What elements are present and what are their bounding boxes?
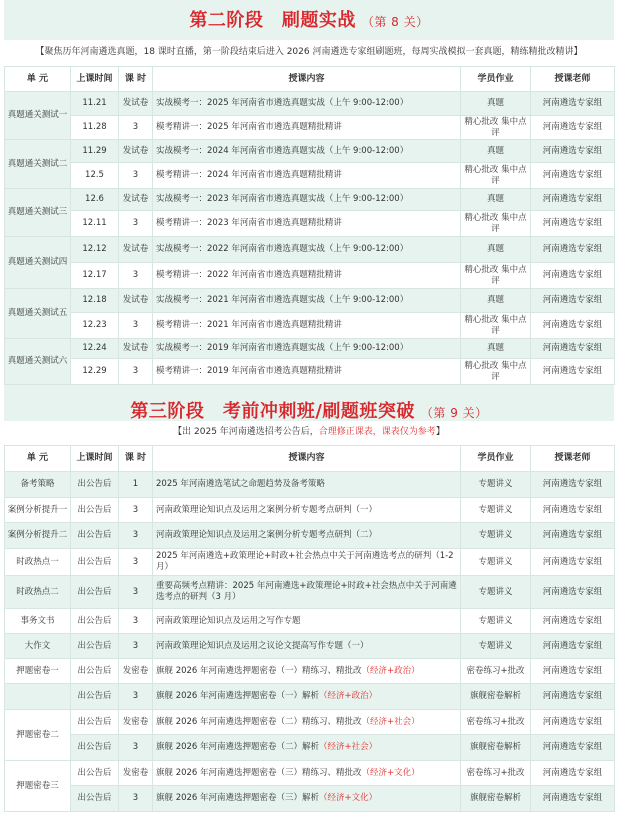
- homework-cell: 专题讲义: [461, 498, 531, 523]
- content-text: 河南政策理论知识点及运用之议论文提高写作专题（一）: [156, 640, 369, 651]
- hours-cell: 3: [119, 313, 153, 339]
- unit-cell: 备考策略: [5, 472, 71, 498]
- table-row: [5, 472, 615, 498]
- unit-cell: 真题通关测试六: [5, 339, 71, 385]
- teacher-cell: 河南遴选专家组: [531, 211, 615, 237]
- content-subject-tag: （经济+社会）: [361, 716, 420, 727]
- teacher-cell: 河南遴选专家组: [531, 339, 615, 359]
- homework-cell: 专题讲义: [461, 549, 531, 576]
- unit-cell: 事务文书: [5, 609, 71, 634]
- header-hours: 课 时: [119, 67, 153, 92]
- unit-cell: 真题通关测试一: [5, 92, 71, 140]
- unit-cell: 真题通关测试四: [5, 237, 71, 289]
- content-subject-tag: （经济+政治）: [361, 665, 420, 676]
- date-cell: 出公告后: [71, 498, 119, 523]
- date-cell: 12.29: [71, 359, 119, 385]
- teacher-cell: 河南遴选专家组: [531, 189, 615, 211]
- header-hours: 课 时: [119, 446, 153, 472]
- table-row: [5, 684, 615, 710]
- hours-cell: 3: [119, 263, 153, 289]
- homework-cell: 旗舰密卷解析: [461, 735, 531, 761]
- homework-cell: 旗舰密卷解析: [461, 786, 531, 812]
- stage3-note: [4, 421, 614, 445]
- date-cell: 12.23: [71, 313, 119, 339]
- content-cell: 实战模考一：2025 年河南省市遴选真题实战（上午 9:00-12:00）: [153, 92, 461, 116]
- table-row: [5, 710, 615, 735]
- table-row: [5, 263, 615, 289]
- date-cell: 出公告后: [71, 634, 119, 659]
- hours-cell: 发试卷: [119, 237, 153, 263]
- content-cell: 模考精讲一：2025 年河南省市遴选真题精批精讲: [153, 116, 461, 140]
- header-content: 授课内容: [153, 67, 461, 92]
- table-row: [5, 163, 615, 189]
- content-cell: [153, 576, 461, 609]
- hours-cell: 3: [119, 498, 153, 523]
- table-row: [5, 576, 615, 609]
- header-time: 上课时间: [71, 67, 119, 92]
- teacher-cell: 河南遴选专家组: [531, 359, 615, 385]
- date-cell: 出公告后: [71, 684, 119, 710]
- hours-cell: 发试卷: [119, 92, 153, 116]
- teacher-cell: 河南遴选专家组: [531, 576, 615, 609]
- content-text: 旗舰 2026 年河南遴选押题密卷（二）解析: [156, 742, 320, 752]
- hours-cell: 1: [119, 472, 153, 498]
- unit-cell: 押题密卷一: [5, 659, 71, 684]
- header-homework: 学员作业: [461, 67, 531, 92]
- teacher-cell: 河南遴选专家组: [531, 609, 615, 634]
- header-teacher: 授课老师: [531, 67, 615, 92]
- homework-cell: 专题讲义: [461, 634, 531, 659]
- stage2-level: （第 8 关）: [361, 15, 429, 29]
- content-text: 2025 年河南遴选笔试之命题趋势及备考策略: [156, 479, 325, 489]
- content-cell: 模考精讲一：2024 年河南省市遴选真题精批精讲: [153, 163, 461, 189]
- unit-cell: [5, 684, 71, 710]
- content-cell: 模考精讲一：2019 年河南省市遴选真题精批精讲: [153, 359, 461, 385]
- date-cell: 11.21: [71, 92, 119, 116]
- stage3-note-red: 合理修正课表，课表仅为参考: [318, 427, 436, 437]
- date-cell: 出公告后: [71, 659, 119, 684]
- hours-cell: 3: [119, 735, 153, 761]
- homework-cell: 精心批改 集中点评: [461, 263, 531, 289]
- stage3-table: [4, 445, 615, 812]
- content-subject-tag: （经济+文化）: [361, 767, 420, 778]
- homework-cell: 专题讲义: [461, 523, 531, 549]
- hours-cell: 发试卷: [119, 289, 153, 313]
- date-cell: 出公告后: [71, 549, 119, 576]
- unit-cell: 真题通关测试二: [5, 140, 71, 189]
- content-cell: 实战模考一：2021 年河南省市遴选真题实战（上午 9:00-12:00）: [153, 289, 461, 313]
- table-row: [5, 313, 615, 339]
- hours-cell: 3: [119, 609, 153, 634]
- unit-cell: 真题通关测试五: [5, 289, 71, 339]
- content-text: 河南政策理论知识点及运用之写作专题: [156, 615, 301, 626]
- stage2-table: [4, 66, 615, 385]
- teacher-cell: 河南遴选专家组: [531, 237, 615, 263]
- content-subject-tag: （经济+文化）: [319, 793, 378, 803]
- date-cell: 12.18: [71, 289, 119, 313]
- content-cell: [153, 549, 461, 576]
- content-cell: [153, 684, 461, 710]
- content-cell: 实战模考一：2024 年河南省市遴选真题实战（上午 9:00-12:00）: [153, 140, 461, 163]
- homework-cell: 密卷练习+批改: [461, 659, 531, 684]
- date-cell: 出公告后: [71, 523, 119, 549]
- homework-cell: 专题讲义: [461, 472, 531, 498]
- table-row: [5, 659, 615, 684]
- homework-cell: 真题: [461, 140, 531, 163]
- stage2-title-line: [4, 0, 614, 31]
- date-cell: 12.6: [71, 189, 119, 211]
- teacher-cell: 河南遴选专家组: [531, 659, 615, 684]
- homework-cell: 专题讲义: [461, 609, 531, 634]
- stage2-header: [4, 0, 614, 40]
- teacher-cell: 河南遴选专家组: [531, 634, 615, 659]
- date-cell: 出公告后: [71, 576, 119, 609]
- date-cell: 出公告后: [71, 761, 119, 786]
- teacher-cell: 河南遴选专家组: [531, 92, 615, 116]
- hours-cell: 3: [119, 634, 153, 659]
- content-text: 旗舰 2026 年河南遴选押题密卷（三）解析: [156, 793, 320, 803]
- content-cell: [153, 761, 461, 786]
- hours-cell: 3: [119, 576, 153, 609]
- content-subject-tag: （经济+社会）: [319, 742, 378, 752]
- content-cell: [153, 498, 461, 523]
- homework-cell: 精心批改 集中点评: [461, 116, 531, 140]
- unit-cell: 时政热点二: [5, 576, 71, 609]
- hours-cell: 发试卷: [119, 189, 153, 211]
- table-row: [5, 289, 615, 313]
- content-cell: [153, 659, 461, 684]
- teacher-cell: 河南遴选专家组: [531, 786, 615, 812]
- table-row: [5, 237, 615, 263]
- hours-cell: 3: [119, 684, 153, 710]
- teacher-cell: 河南遴选专家组: [531, 523, 615, 549]
- unit-cell: 案例分析提升一: [5, 498, 71, 523]
- stage3-note-prefix: 【出 2025 年河南遴选招考公告后，: [173, 427, 319, 437]
- content-text: 河南政策理论知识点及运用之案例分析专题考点研判（一）: [156, 504, 378, 515]
- table-row: [5, 609, 615, 634]
- header-homework: 学员作业: [461, 446, 531, 472]
- table-row: [5, 498, 615, 523]
- stage3-level: （第 9 关）: [420, 406, 488, 420]
- schedule-document: [4, 0, 614, 812]
- header-time: 上课时间: [71, 446, 119, 472]
- date-cell: 出公告后: [71, 609, 119, 634]
- homework-cell: 密卷练习+批改: [461, 761, 531, 786]
- date-cell: 12.12: [71, 237, 119, 263]
- date-cell: 出公告后: [71, 786, 119, 812]
- content-cell: 实战模考一：2022 年河南省市遴选真题实战（上午 9:00-12:00）: [153, 237, 461, 263]
- date-cell: 出公告后: [71, 735, 119, 761]
- stage2-title: 第二阶段 刷题实战: [189, 10, 356, 31]
- stage3-title: 第三阶段 考前冲刺班/刷题班突破: [130, 401, 415, 422]
- content-text: 旗舰 2026 年河南遴选押题密卷（二）精练习、精批改: [156, 716, 362, 727]
- table-row: [5, 92, 615, 116]
- table-row: [5, 189, 615, 211]
- teacher-cell: 河南遴选专家组: [531, 710, 615, 735]
- table-row: [5, 211, 615, 237]
- stage3-header-row: [5, 446, 615, 472]
- stage3-note-suffix: 】: [435, 427, 445, 437]
- hours-cell: 3: [119, 523, 153, 549]
- homework-cell: 密卷练习+批改: [461, 710, 531, 735]
- homework-cell: 专题讲义: [461, 576, 531, 609]
- unit-cell: 大作文: [5, 634, 71, 659]
- teacher-cell: 河南遴选专家组: [531, 761, 615, 786]
- teacher-cell: 河南遴选专家组: [531, 289, 615, 313]
- teacher-cell: 河南遴选专家组: [531, 140, 615, 163]
- content-cell: [153, 523, 461, 549]
- homework-cell: 真题: [461, 92, 531, 116]
- hours-cell: 3: [119, 549, 153, 576]
- content-text: 旗舰 2026 年河南遴选押题密卷（一）解析: [156, 691, 320, 701]
- date-cell: 12.5: [71, 163, 119, 189]
- homework-cell: 精心批改 集中点评: [461, 359, 531, 385]
- stage2-header-row: [5, 67, 615, 92]
- stage3-title-line: [4, 385, 614, 422]
- unit-cell: 案例分析提升二: [5, 523, 71, 549]
- table-row: [5, 549, 615, 576]
- content-text: 旗舰 2026 年河南遴选押题密卷（一）精练习、精批改: [156, 665, 362, 676]
- teacher-cell: 河南遴选专家组: [531, 498, 615, 523]
- header-content: 授课内容: [153, 446, 461, 472]
- teacher-cell: 河南遴选专家组: [531, 472, 615, 498]
- hours-cell: 3: [119, 211, 153, 237]
- content-cell: 实战模考一：2023 年河南省市遴选真题实战（上午 9:00-12:00）: [153, 189, 461, 211]
- date-cell: 出公告后: [71, 710, 119, 735]
- table-row: [5, 339, 615, 359]
- content-cell: [153, 786, 461, 812]
- content-cell: [153, 472, 461, 498]
- header-unit: 单 元: [5, 67, 71, 92]
- teacher-cell: 河南遴选专家组: [531, 263, 615, 289]
- unit-cell: 时政热点一: [5, 549, 71, 576]
- content-cell: 实战模考一：2019 年河南省市遴选真题实战（上午 9:00-12:00）: [153, 339, 461, 359]
- stage3-header: [4, 385, 614, 421]
- teacher-cell: 河南遴选专家组: [531, 313, 615, 339]
- hours-cell: 发试卷: [119, 339, 153, 359]
- hours-cell: 发密卷: [119, 710, 153, 735]
- stage2-note: 【聚焦历年河南遴选真题，18 课时直播，第一阶段结束后进入 2026 河南遴选专家组刷题班，每周实战模拟一套真题，精练精批改精讲】: [35, 47, 583, 57]
- homework-cell: 精心批改 集中点评: [461, 313, 531, 339]
- table-row: [5, 634, 615, 659]
- content-text: 重要高频考点精讲：2025 年河南遴选+政策理论+时政+社会热点中关于河南遴选考点的研判（3 月）: [156, 581, 457, 602]
- homework-cell: 真题: [461, 339, 531, 359]
- content-cell: [153, 609, 461, 634]
- content-subject-tag: （经济+政治）: [319, 691, 378, 701]
- content-cell: [153, 710, 461, 735]
- teacher-cell: 河南遴选专家组: [531, 735, 615, 761]
- hours-cell: 发密卷: [119, 659, 153, 684]
- hours-cell: 3: [119, 116, 153, 140]
- teacher-cell: 河南遴选专家组: [531, 163, 615, 189]
- unit-cell: 押题密卷三: [5, 761, 71, 812]
- table-row: [5, 359, 615, 385]
- hours-cell: 发试卷: [119, 140, 153, 163]
- table-row: [5, 761, 615, 786]
- unit-cell: 押题密卷二: [5, 710, 71, 761]
- content-cell: 模考精讲一：2022 年河南省市遴选真题精批精讲: [153, 263, 461, 289]
- header-unit: 单 元: [5, 446, 71, 472]
- date-cell: 12.24: [71, 339, 119, 359]
- homework-cell: 真题: [461, 289, 531, 313]
- homework-cell: 精心批改 集中点评: [461, 163, 531, 189]
- date-cell: 12.11: [71, 211, 119, 237]
- homework-cell: 真题: [461, 189, 531, 211]
- teacher-cell: 河南遴选专家组: [531, 684, 615, 710]
- content-cell: 模考精讲一：2023 年河南省市遴选真题精批精讲: [153, 211, 461, 237]
- date-cell: 11.29: [71, 140, 119, 163]
- homework-cell: 旗舰密卷解析: [461, 684, 531, 710]
- date-cell: 11.28: [71, 116, 119, 140]
- table-row: [5, 735, 615, 761]
- table-row: [5, 786, 615, 812]
- table-row: [5, 116, 615, 140]
- content-text: 2025 年河南遴选+政策理论+时政+社会热点中关于河南遴选考点的研判（1-2 月）: [156, 551, 454, 572]
- header-teacher: 授课老师: [531, 446, 615, 472]
- table-row: [5, 523, 615, 549]
- unit-cell: 真题通关测试三: [5, 189, 71, 237]
- hours-cell: 3: [119, 359, 153, 385]
- date-cell: 12.17: [71, 263, 119, 289]
- hours-cell: 3: [119, 163, 153, 189]
- content-cell: [153, 634, 461, 659]
- teacher-cell: 河南遴选专家组: [531, 116, 615, 140]
- teacher-cell: 河南遴选专家组: [531, 549, 615, 576]
- content-text: 旗舰 2026 年河南遴选押题密卷（三）精练习、精批改: [156, 767, 362, 778]
- date-cell: 出公告后: [71, 472, 119, 498]
- content-text: 河南政策理论知识点及运用之案例分析专题考点研判（二）: [156, 530, 378, 540]
- table-row: [5, 140, 615, 163]
- homework-cell: 精心批改 集中点评: [461, 211, 531, 237]
- content-cell: [153, 735, 461, 761]
- hours-cell: 3: [119, 786, 153, 812]
- content-cell: 模考精讲一：2021 年河南省市遴选真题精批精讲: [153, 313, 461, 339]
- hours-cell: 发密卷: [119, 761, 153, 786]
- homework-cell: 真题: [461, 237, 531, 263]
